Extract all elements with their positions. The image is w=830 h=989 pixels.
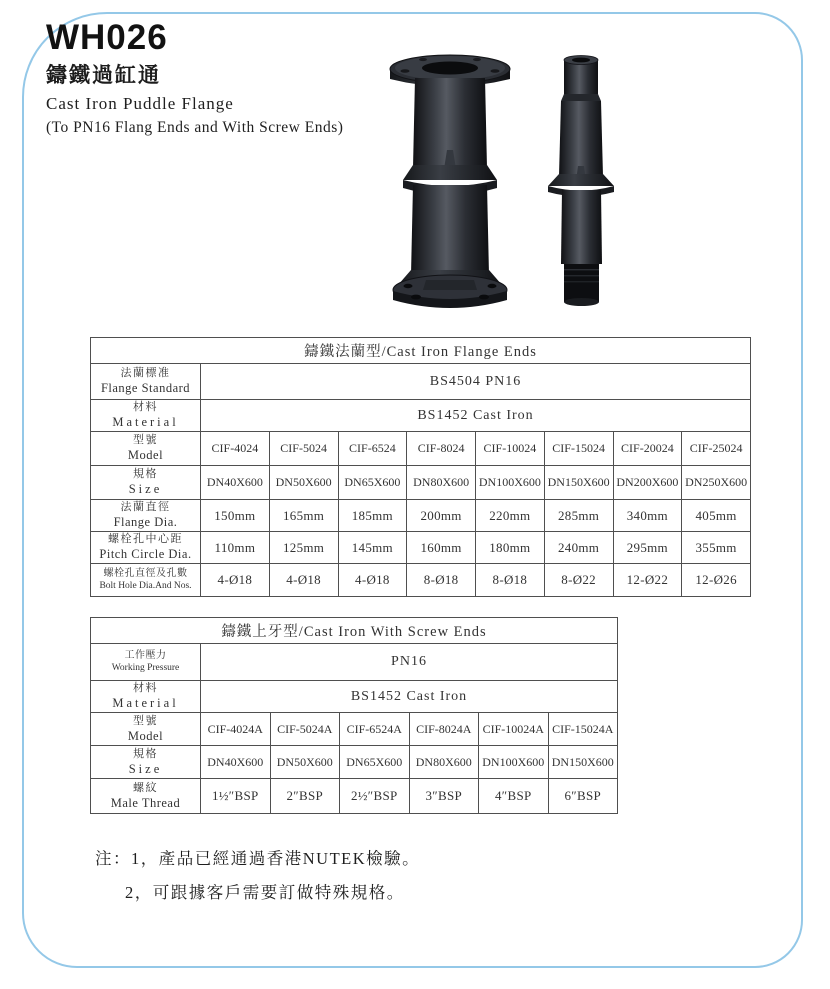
thread-cell: 6″BSP <box>548 779 618 814</box>
model-cell: CIF-10024 <box>476 432 545 466</box>
model-cell: CIF-8024 <box>407 432 476 466</box>
size-cell: DN50X600 <box>270 746 340 779</box>
flange-dia-cell: 220mm <box>476 500 545 532</box>
model-cell: CIF-4024 <box>201 432 270 466</box>
footnotes <box>95 845 420 913</box>
model-cell: CIF-5024 <box>269 432 338 466</box>
row-header-size: 規格 Size <box>91 746 201 779</box>
flange-dia-cell: 405mm <box>682 500 751 532</box>
thread-cell: 2″BSP <box>270 779 340 814</box>
material-value: BS1452 Cast Iron <box>201 400 751 432</box>
size-cell: DN100X600 <box>476 466 545 500</box>
flange-dia-cell: 165mm <box>269 500 338 532</box>
model-cell: CIF-6524A <box>340 713 410 746</box>
model-cell: CIF-10024A <box>479 713 549 746</box>
flange-dia-cell: 340mm <box>613 500 682 532</box>
thread-cell: 1½″BSP <box>201 779 271 814</box>
size-cell: DN100X600 <box>479 746 549 779</box>
row-header-male-thread: 螺紋 Male Thread <box>91 779 201 814</box>
size-cell: DN150X600 <box>544 466 613 500</box>
row-header-model: 型號 Model <box>91 432 201 466</box>
product-photo <box>378 48 628 318</box>
size-cell: DN40X600 <box>201 746 271 779</box>
row-header-bolt-hole: 螺栓孔直徑及孔數 Bolt Hole Dia.And Nos. <box>91 564 201 597</box>
bolt-hole-cell: 12-Ø26 <box>682 564 751 597</box>
bolt-hole-cell: 4-Ø18 <box>201 564 270 597</box>
pitch-circle-cell: 160mm <box>407 532 476 564</box>
thread-cell: 2½″BSP <box>340 779 410 814</box>
page-header <box>46 20 343 137</box>
material-value: BS1452 Cast Iron <box>201 681 618 713</box>
model-cell: CIF-5024A <box>270 713 340 746</box>
model-cell: CIF-4024A <box>201 713 271 746</box>
size-cell: DN80X600 <box>409 746 479 779</box>
row-header-flange-standard: 法蘭標准 Flange Standard <box>91 364 201 400</box>
screw-table-title: 鑄鐵上牙型/Cast Iron With Screw Ends <box>91 618 618 644</box>
size-cell: DN250X600 <box>682 466 751 500</box>
pitch-circle-cell: 240mm <box>544 532 613 564</box>
screw-ends-spec-table <box>90 617 618 814</box>
row-header-size: 規格 Size <box>91 466 201 500</box>
bolt-hole-cell: 12-Ø22 <box>613 564 682 597</box>
flange-table-title: 鑄鐵法蘭型/Cast Iron Flange Ends <box>91 338 751 364</box>
model-cell: CIF-20024 <box>613 432 682 466</box>
bolt-hole-cell: 8-Ø22 <box>544 564 613 597</box>
model-cell: CIF-8024A <box>409 713 479 746</box>
row-header-material: 材料 Material <box>91 681 201 713</box>
flange-ends-fitting-image <box>390 55 510 308</box>
size-cell: DN200X600 <box>613 466 682 500</box>
flange-dia-cell: 185mm <box>338 500 407 532</box>
model-cell: CIF-15024A <box>548 713 618 746</box>
note-line-1 <box>95 845 420 869</box>
pitch-circle-cell: 145mm <box>338 532 407 564</box>
product-title-chinese: 鑄鐵過缸通 <box>46 62 161 87</box>
size-cell: DN50X600 <box>269 466 338 500</box>
flange-standard-value: BS4504 PN16 <box>201 364 751 400</box>
note-1-text: 1，產品已經通過香港NUTEK檢驗。 <box>131 849 421 868</box>
pitch-circle-cell: 110mm <box>201 532 270 564</box>
size-cell: DN40X600 <box>201 466 270 500</box>
model-cell: CIF-15024 <box>544 432 613 466</box>
bolt-hole-cell: 4-Ø18 <box>338 564 407 597</box>
size-cell: DN65X600 <box>338 466 407 500</box>
size-cell: DN65X600 <box>340 746 410 779</box>
pitch-circle-cell: 295mm <box>613 532 682 564</box>
row-header-pitch-circle: 螺栓孔中心距 Pitch Circle Dia. <box>91 532 201 564</box>
row-header-working-pressure: 工作壓力 Working Pressure <box>91 644 201 681</box>
size-cell: DN150X600 <box>548 746 618 779</box>
product-code: WH026 <box>46 18 168 57</box>
bolt-hole-cell: 4-Ø18 <box>269 564 338 597</box>
size-cell: DN80X600 <box>407 466 476 500</box>
bolt-hole-cell: 8-Ø18 <box>407 564 476 597</box>
row-header-model: 型號 Model <box>91 713 201 746</box>
note-line-2 <box>125 879 420 903</box>
note-prefix: 注： <box>95 849 131 868</box>
bolt-hole-cell: 8-Ø18 <box>476 564 545 597</box>
thread-cell: 3″BSP <box>409 779 479 814</box>
flange-ends-spec-table <box>90 337 751 597</box>
product-title-english: Cast Iron Puddle Flange <box>46 93 234 113</box>
flange-dia-cell: 200mm <box>407 500 476 532</box>
pitch-circle-cell: 355mm <box>682 532 751 564</box>
screw-ends-fitting-image <box>548 56 614 307</box>
model-cell: CIF-25024 <box>682 432 751 466</box>
working-pressure-value: PN16 <box>201 644 618 681</box>
pitch-circle-cell: 125mm <box>269 532 338 564</box>
note-2-text: 2，可跟據客戶需要訂做特殊規格。 <box>125 883 405 902</box>
flange-dia-cell: 285mm <box>544 500 613 532</box>
row-header-material: 材料 Material <box>91 400 201 432</box>
pitch-circle-cell: 180mm <box>476 532 545 564</box>
flange-dia-cell: 150mm <box>201 500 270 532</box>
product-subtitle: (To PN16 Flang Ends and With Screw Ends) <box>46 118 344 136</box>
model-cell: CIF-6524 <box>338 432 407 466</box>
thread-cell: 4″BSP <box>479 779 549 814</box>
row-header-flange-dia: 法蘭直徑 Flange Dia. <box>91 500 201 532</box>
